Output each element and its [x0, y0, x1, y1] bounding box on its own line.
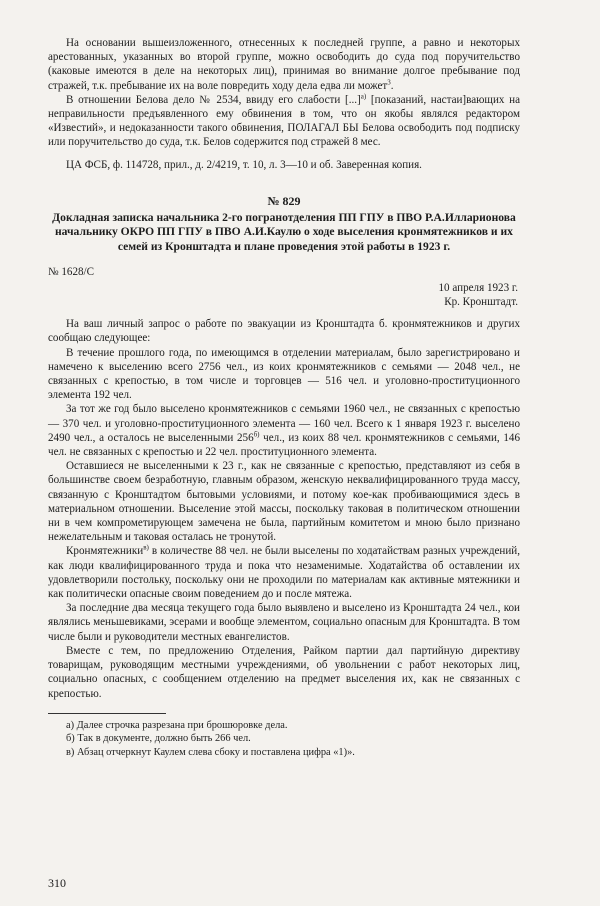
- document-title: Докладная записка начальника 2-го погранотделения ПП ГПУ в ПВО Р.А.Илларионова начальнику ОКРО ПП ГПУ в ПВО А.И.Каулю о ходе выселения кронмятежников и их семей из Кронштадта и плане проведения этой работы в 1923 г.: [52, 210, 516, 254]
- page-number: 310: [48, 876, 66, 890]
- registration-number: № 1628/С: [48, 265, 95, 278]
- footnote-ref: в): [143, 543, 149, 552]
- footnote-ref: б): [253, 430, 260, 439]
- archive-source: ЦА ФСБ, ф. 114728, прил., д. 2/4219, т. 10, л. 3—10 и об. Заверенная копия.: [66, 158, 422, 171]
- body-paragraph: За тот же год было выселено кронмятежников с семьями 1960 чел., не связанных с крепостью — 370 чел. и уголовно-проституционного элемента — 160 чел. Всего к 1 января 1923 г. выселено 2490 чел., а осталось не выселенными $256^{б)}$ чел., из коих 88 чел. кронмятежников с семьями, 146 чел. не связанных с крепостью и 22 чел. проституционного элемента.: [48, 403, 520, 459]
- body-paragraph: Вместе с тем, по предложению Отделения, Райком партии дал партийную директиву товарищам, руководящим местными учреждениями, об увольнении с работ некоторых лиц, социально опасных, с сообщением отделению на предмет выселения их, как не связанных с крепостью.: [48, 644, 520, 700]
- document-body: [48, 317, 520, 700]
- footnote: а) Далее строчка разрезана при брошюровке дела.: [66, 719, 288, 731]
- document-number: № 829: [267, 193, 301, 208]
- continuation-paragraph-2: В отношении Белова дело № 2534, ввиду его слабости [...]$^{а)}$ [показаний, настаи]вающих на неправильности предъявленного ему обвинения в том, что он якобы являлся редактором «Известий», и недоказанности такого обвинения, ПОЛАГАЛ БЫ Белова освободить под подписку или поручительство до суда, т.к. Белов содержится под стражей 8 мес.: [48, 92, 520, 149]
- continuation-paragraph-1: На основании вышеизложенного, отнесенных к последней группе, а равно и некоторых арестованных, указанных во второй группе, можно освободить до суда под поручительство (каковые имеются в деле на некоторых лиц), принимая во внимание долгое пребывание под стражей, т.к. пребывание их на воле повредить ходу дела едва ли может$^3$.: [48, 37, 520, 92]
- document-date: 10 апреля 1923 г.: [438, 281, 518, 294]
- footnote: б) Так в документе, должно быть 266 чел.: [66, 733, 251, 745]
- document-place: Кр. Кронштадт.: [444, 296, 518, 309]
- footnote-divider: [48, 713, 166, 714]
- body-paragraph: Кронмятежники$^{в)}$ в количестве 88 чел. не были выселены по ходатайствам разных учреждений, как люди квалифицированного труда и пока что незаменимые. Ходатайства об оставлении их удовлетворили постольку, поскольку они не проходили по материалам как активные мятежники и как политически опасные своим поведением до и после мятежа.: [48, 543, 520, 601]
- body-paragraph: На ваш личный запрос о работе по эвакуации из Кронштадта б. кронмятежников и других сообщаю следующее:: [48, 318, 520, 345]
- footnotes: [48, 719, 520, 760]
- body-paragraph: За последние два месяца текущего года было выявлено и выселено из Кронштадта 24 чел., кои являлись меньшевиками, эсерами и вообще элементом, социально опасным для Кронштадта. В том числе были и руководители местных евангелистов.: [48, 602, 520, 643]
- footnote-ref: 3: [387, 77, 391, 86]
- body-paragraph: В течение прошлого года, по имеющимся в отделении материалам, было зарегистрировано и намечено к выселению всего 2756 чел., из коих кронмятежников с семьями — 2048 чел., не связанных с крепостью, в том числе и торговцев — 516 чел. и уголовно-проституционного элемента 192 чел.: [48, 346, 520, 402]
- footnote-ref: а): [360, 92, 367, 101]
- footnote: в) Абзац отчеркнут Каулем слева сбоку и поставлена цифра «1)».: [66, 746, 355, 758]
- body-paragraph: Оставшиеся не выселенными к 23 г., как не связанные с крепостью, представляют из себя в большинстве своем безработную, главным образом, женскую неквалифицированного труда массу, связанную с Кронштадтом бытовыми условиями, и потому кое-как пробивающимися здесь в материальном отношении. Выселение этой массы, поскольку таковая в политическом отношении ни в чем компрометирующем замечена не была, партийным комитетом и мною было признано нежелательным и таковая осталась не тронутой.: [48, 460, 520, 544]
